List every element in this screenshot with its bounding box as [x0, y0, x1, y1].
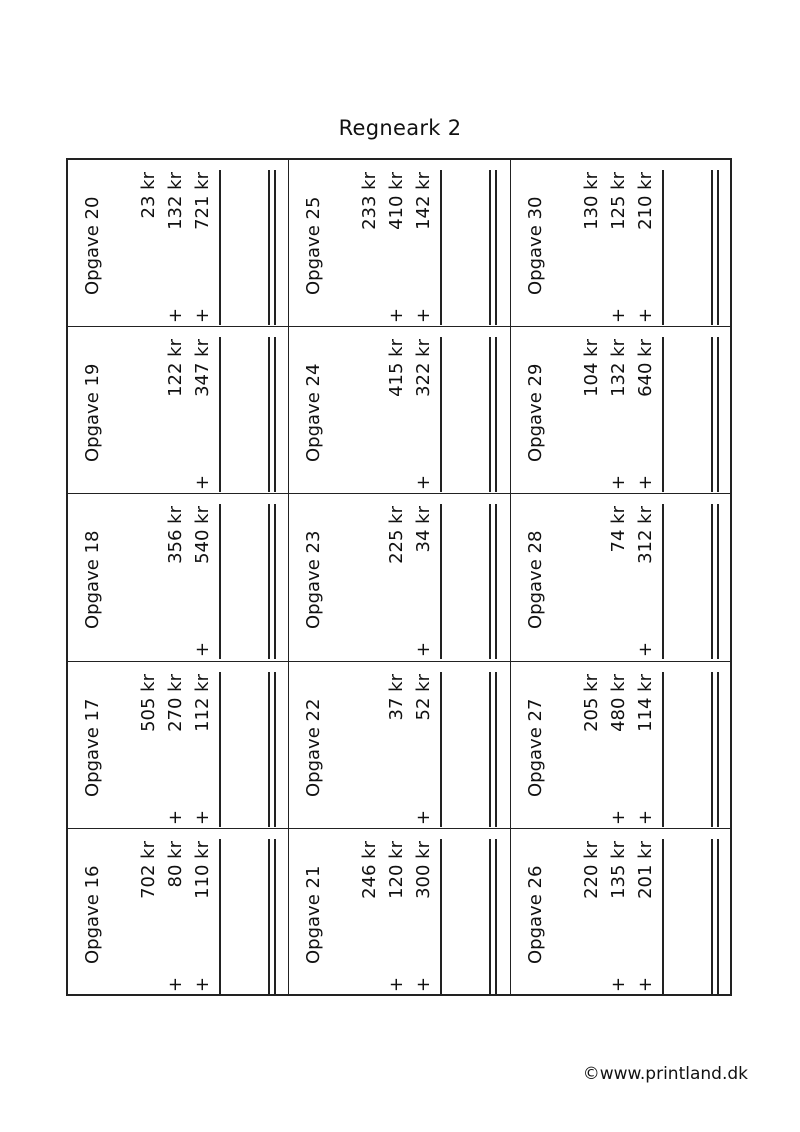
sum-line [219, 839, 221, 994]
addend-amount: 246 kr [359, 840, 380, 899]
exercise-card [289, 494, 511, 661]
exercise-card [68, 829, 289, 996]
plus-sign: + [608, 809, 629, 825]
answer-double-line [274, 672, 276, 827]
plus-sign: + [413, 307, 434, 323]
answer-double-line [711, 839, 713, 994]
exercise-card [68, 327, 289, 494]
exercise-card [289, 829, 511, 996]
exercise-content [68, 829, 289, 996]
addend-amount: 23 kr [138, 172, 159, 219]
plus-sign: + [192, 809, 213, 825]
addend-amount: 120 kr [386, 840, 407, 899]
answer-double-line [268, 170, 270, 325]
answer-double-line [717, 839, 719, 994]
addend-amount: 220 kr [581, 840, 602, 899]
exercise-card [68, 662, 289, 829]
exercise-card [511, 327, 730, 494]
plus-sign: + [635, 642, 656, 658]
addend-amount: 74 kr [608, 506, 629, 553]
exercise-label: Opgave 20 [82, 196, 103, 295]
addend-amount: 312 kr [635, 506, 656, 565]
addend-amount: 80 kr [165, 840, 186, 888]
plus-sign: + [608, 307, 629, 323]
plus-sign: + [165, 976, 186, 992]
exercise-card [289, 662, 511, 829]
plus-sign: + [386, 976, 407, 992]
plus-sign: + [413, 475, 434, 491]
answer-double-line [274, 504, 276, 659]
addend-amount: 347 kr [192, 339, 213, 398]
plus-sign: + [635, 809, 656, 825]
addend-amount: 130 kr [581, 172, 602, 230]
answer-double-line [711, 504, 713, 659]
sum-line [662, 672, 664, 827]
plus-sign: + [165, 809, 186, 825]
addend-amount: 132 kr [608, 339, 629, 398]
exercise-content [289, 327, 510, 494]
addend-amount: 110 kr [192, 840, 213, 899]
addend-amount: 270 kr [165, 673, 186, 732]
answer-double-line [717, 337, 719, 492]
plus-sign: + [192, 475, 213, 491]
addend-amount: 505 kr [138, 673, 159, 732]
answer-double-line [717, 672, 719, 827]
exercise-content [68, 160, 289, 327]
plus-sign: + [192, 307, 213, 323]
answer-double-line [489, 504, 491, 659]
exercise-content [68, 662, 289, 829]
sum-line [440, 170, 442, 325]
exercise-label: Opgave 23 [303, 530, 324, 630]
exercise-content [68, 327, 289, 494]
sum-line [662, 337, 664, 492]
addend-amount: 480 kr [608, 673, 629, 732]
addend-amount: 702 kr [138, 840, 159, 899]
plus-sign: + [192, 642, 213, 658]
addend-amount: 233 kr [359, 172, 380, 230]
exercise-content [511, 160, 730, 327]
exercise-card [511, 662, 730, 829]
addend-amount: 415 kr [386, 339, 407, 398]
addend-amount: 37 kr [386, 673, 407, 721]
exercise-label: Opgave 19 [82, 363, 103, 463]
plus-sign: + [192, 976, 213, 992]
answer-double-line [274, 839, 276, 994]
exercise-content [289, 494, 510, 661]
sum-line [219, 504, 221, 659]
addend-amount: 34 kr [413, 506, 434, 553]
addend-amount: 225 kr [386, 506, 407, 565]
exercise-label: Opgave 28 [525, 530, 546, 630]
addend-amount: 125 kr [608, 172, 629, 230]
addend-amount: 112 kr [192, 673, 213, 732]
exercise-content [289, 829, 510, 996]
exercise-card [511, 829, 730, 996]
sum-line [219, 337, 221, 492]
exercise-label: Opgave 22 [303, 698, 324, 797]
addend-amount: 142 kr [413, 172, 434, 230]
exercise-card [511, 494, 730, 661]
exercise-label: Opgave 27 [525, 698, 546, 797]
exercise-label: Opgave 21 [303, 865, 324, 964]
answer-double-line [274, 170, 276, 325]
answer-double-line [495, 337, 497, 492]
page-title: Regneark 2 [338, 116, 462, 140]
exercise-content [289, 160, 510, 327]
sum-line [440, 672, 442, 827]
exercise-card [289, 327, 511, 494]
answer-double-line [268, 839, 270, 994]
exercise-label: Opgave 16 [82, 865, 103, 964]
addend-amount: 640 kr [635, 339, 656, 398]
exercise-content [511, 662, 730, 829]
exercise-content [511, 494, 730, 661]
answer-double-line [268, 504, 270, 659]
exercise-label: Opgave 18 [82, 530, 103, 630]
answer-double-line [717, 170, 719, 325]
answer-double-line [489, 170, 491, 325]
plus-sign: + [386, 307, 407, 323]
answer-double-line [274, 337, 276, 492]
answer-double-line [268, 672, 270, 827]
exercise-card [68, 160, 289, 327]
sum-line [440, 839, 442, 994]
exercise-label: Opgave 26 [525, 865, 546, 964]
sum-line [440, 504, 442, 659]
exercise-card [289, 160, 511, 327]
addend-amount: 300 kr [413, 840, 434, 899]
exercise-label: Opgave 30 [525, 196, 546, 295]
exercise-label: Opgave 17 [82, 698, 103, 797]
exercise-label: Opgave 24 [303, 363, 324, 463]
plus-sign: + [413, 642, 434, 658]
answer-double-line [495, 504, 497, 659]
plus-sign: + [608, 976, 629, 992]
copyright-credit: ©www.printland.dk [582, 1064, 748, 1084]
sum-line [219, 170, 221, 325]
exercise-grid [66, 158, 732, 996]
answer-double-line [495, 672, 497, 827]
addend-amount: 201 kr [635, 840, 656, 899]
answer-double-line [489, 839, 491, 994]
answer-double-line [711, 337, 713, 492]
sum-line [662, 170, 664, 325]
plus-sign: + [165, 307, 186, 323]
exercise-content [511, 327, 730, 494]
answer-double-line [495, 839, 497, 994]
plus-sign: + [608, 475, 629, 491]
plus-sign: + [413, 976, 434, 992]
addend-amount: 104 kr [581, 339, 602, 398]
answer-double-line [268, 337, 270, 492]
plus-sign: + [413, 809, 434, 825]
answer-double-line [489, 672, 491, 827]
addend-amount: 135 kr [608, 840, 629, 899]
answer-double-line [717, 504, 719, 659]
addend-amount: 721 kr [192, 172, 213, 230]
exercise-card [68, 494, 289, 661]
exercise-content [289, 662, 510, 829]
exercise-card [511, 160, 730, 327]
exercise-label: Opgave 29 [525, 363, 546, 463]
answer-double-line [711, 672, 713, 827]
exercise-content [68, 494, 289, 661]
plus-sign: + [635, 307, 656, 323]
addend-amount: 114 kr [635, 673, 656, 732]
addend-amount: 356 kr [165, 506, 186, 565]
answer-double-line [489, 337, 491, 492]
addend-amount: 132 kr [165, 172, 186, 230]
exercise-content [511, 829, 730, 996]
addend-amount: 52 kr [413, 673, 434, 721]
addend-amount: 540 kr [192, 506, 213, 565]
answer-double-line [495, 170, 497, 325]
plus-sign: + [635, 475, 656, 491]
addend-amount: 322 kr [413, 339, 434, 398]
addend-amount: 410 kr [386, 172, 407, 230]
addend-amount: 210 kr [635, 172, 656, 230]
sum-line [440, 337, 442, 492]
sum-line [662, 839, 664, 994]
plus-sign: + [635, 976, 656, 992]
answer-double-line [711, 170, 713, 325]
addend-amount: 122 kr [165, 339, 186, 398]
exercise-label: Opgave 25 [303, 196, 324, 295]
sum-line [219, 672, 221, 827]
addend-amount: 205 kr [581, 673, 602, 732]
sum-line [662, 504, 664, 659]
